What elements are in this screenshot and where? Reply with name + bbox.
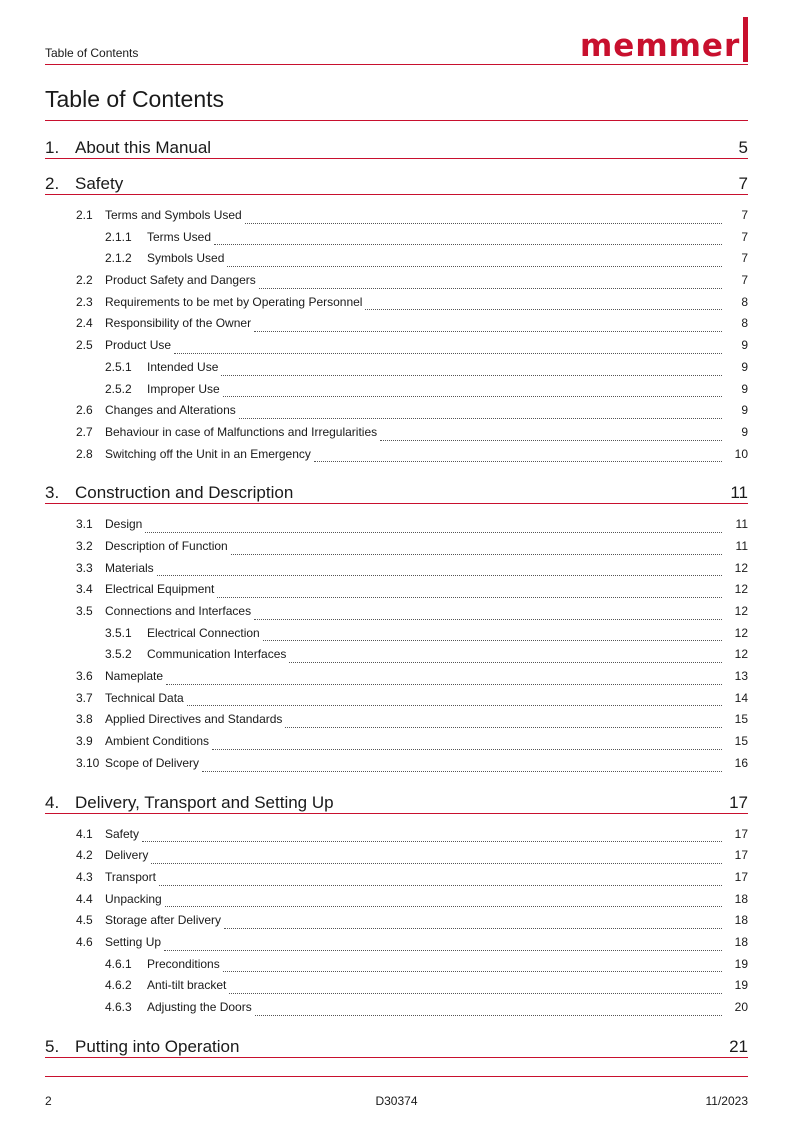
dot-leader	[231, 553, 722, 555]
header-divider	[45, 64, 748, 65]
toc-entry-page: 17	[734, 826, 748, 841]
toc-entry[interactable]	[45, 539, 748, 561]
toc-entry-number: 3.1	[76, 517, 93, 532]
toc-entry-title: Storage after Delivery	[105, 913, 222, 928]
table-of-contents	[45, 131, 748, 1066]
toc-entry[interactable]	[45, 957, 748, 979]
dot-leader	[365, 308, 722, 310]
toc-chapter-title: Putting into Operation	[75, 1036, 240, 1056]
toc-entry-number: 2.1.1	[105, 229, 132, 244]
toc-chapter-number: 1.	[45, 138, 60, 157]
toc-entry-title: Unpacking	[105, 891, 162, 906]
toc-entry-number: 2.5	[76, 338, 93, 353]
toc-entry[interactable]	[45, 360, 748, 382]
toc-entry-number: 4.3	[76, 869, 93, 884]
toc-entry-page: 12	[734, 647, 748, 662]
toc-entry-page: 18	[734, 913, 748, 928]
toc-entry[interactable]	[45, 892, 748, 914]
dot-leader	[214, 243, 722, 245]
dot-leader	[217, 596, 722, 598]
toc-entry-title: Product Safety and Dangers	[105, 273, 256, 288]
toc-entry[interactable]	[45, 561, 748, 583]
toc-chapter-number: 4.	[45, 792, 60, 812]
toc-chapter-title: About this Manual	[75, 138, 212, 157]
dot-leader	[165, 905, 722, 907]
toc-entry-number: 2.1.2	[105, 251, 132, 266]
toc-entry-title: Terms Used	[147, 229, 212, 244]
toc-entry[interactable]	[45, 403, 748, 425]
toc-entry-number: 3.10	[76, 755, 100, 770]
dot-leader	[174, 352, 722, 354]
toc-chapter-number: 3.	[45, 483, 60, 503]
footer-divider	[45, 1076, 748, 1077]
toc-entry-title: Connections and Interfaces	[105, 604, 252, 618]
toc-entry-number: 3.3	[76, 560, 93, 575]
toc-entry[interactable]	[45, 230, 748, 252]
toc-entry-title: Transport	[105, 869, 156, 884]
toc-entry-page: 17	[734, 848, 748, 863]
dot-leader	[159, 884, 722, 886]
toc-entry[interactable]	[45, 273, 748, 295]
page-title: Table of Contents	[45, 86, 225, 112]
toc-chapter-page: 11	[730, 483, 748, 503]
toc-entry-page: 19	[734, 978, 748, 993]
title-divider	[45, 120, 748, 121]
toc-entry-title: Adjusting the Doors	[147, 1000, 252, 1014]
toc-entry-number: 4.2	[76, 848, 93, 863]
toc-entry-number: 3.5.2	[105, 647, 132, 662]
toc-entry[interactable]	[45, 669, 748, 691]
toc-chapter-title: Construction and Description	[75, 483, 294, 503]
dot-leader	[212, 748, 722, 750]
dot-leader	[255, 1014, 722, 1016]
toc-entry-number: 4.6	[76, 934, 93, 949]
toc-entry-number: 3.4	[76, 582, 93, 597]
toc-entry-number: 3.5.1	[105, 625, 132, 640]
toc-entry-title: Preconditions	[147, 956, 220, 971]
toc-entry-number: 2.2	[76, 273, 93, 288]
footer-page-number: 2	[45, 1094, 52, 1108]
toc-entry-title: Setting Up	[105, 934, 162, 949]
toc-entry[interactable]	[45, 626, 748, 648]
toc-entry-list	[45, 195, 748, 468]
toc-chapter-page: 5	[738, 138, 748, 157]
toc-entry[interactable]	[45, 295, 748, 317]
toc-entry[interactable]	[45, 848, 748, 870]
toc-entry-title: Materials	[105, 560, 154, 575]
toc-entry-number: 4.1	[76, 826, 93, 841]
toc-entry-page: 9	[741, 359, 748, 374]
dot-leader	[259, 287, 722, 289]
toc-entry-number: 3.2	[76, 538, 93, 553]
toc-entry[interactable]	[45, 935, 748, 957]
toc-entry-number: 4.6.1	[105, 956, 132, 971]
dot-leader	[157, 574, 722, 576]
toc-entry-title: Ambient Conditions	[105, 734, 210, 749]
dot-leader	[166, 683, 722, 685]
toc-entry-page: 9	[741, 338, 748, 353]
header-section-label: Table of Contents	[45, 46, 139, 60]
toc-entry-title: Intended Use	[147, 359, 219, 374]
toc-entry-title: Applied Directives and Standards	[105, 712, 283, 727]
toc-entry[interactable]	[45, 913, 748, 935]
toc-entry-page: 17	[734, 869, 748, 884]
toc-entry[interactable]	[45, 251, 748, 273]
toc-chapter-number: 2.	[45, 174, 60, 193]
toc-entry[interactable]	[45, 691, 748, 713]
toc-entry-page: 7	[741, 251, 748, 266]
toc-entry-page: 7	[741, 273, 748, 288]
toc-entry-number: 4.6.2	[105, 978, 132, 993]
toc-entry-page: 9	[741, 403, 748, 418]
toc-entry-title: Description of Function	[105, 538, 228, 553]
toc-entry-page: 7	[741, 229, 748, 244]
toc-entry-title: Nameplate	[105, 669, 164, 684]
toc-entry[interactable]	[45, 827, 748, 849]
toc-entry-number: 2.5.1	[105, 359, 132, 374]
toc-chapter-heading[interactable]	[45, 786, 748, 814]
footer-date: 11/2023	[705, 1094, 748, 1108]
toc-entry-number: 2.8	[76, 446, 93, 461]
toc-entry-title: Technical Data	[105, 690, 184, 705]
toc-entry-title: Product Use	[105, 338, 172, 353]
toc-entry-page: 11	[735, 538, 748, 553]
toc-entry-page: 9	[741, 424, 748, 439]
toc-entry-title: Switching off the Unit in an Emergency	[105, 446, 311, 461]
toc-entry-title: Anti-tilt bracket	[147, 978, 227, 993]
toc-entry-title: Scope of Delivery	[105, 755, 200, 770]
toc-entry-list	[45, 504, 748, 777]
dot-leader	[245, 222, 722, 224]
toc-chapter-heading[interactable]	[45, 1030, 748, 1058]
toc-entry[interactable]	[45, 734, 748, 756]
toc-entry[interactable]	[45, 338, 748, 360]
dot-leader	[142, 840, 722, 842]
dot-leader	[221, 374, 722, 376]
toc-entry-title: Electrical Connection	[147, 625, 260, 640]
toc-chapter-heading[interactable]	[45, 131, 748, 159]
toc-entry-page: 20	[734, 1000, 748, 1014]
logo-bar-icon	[743, 17, 748, 62]
dot-leader	[380, 439, 722, 441]
toc-entry[interactable]	[45, 382, 748, 404]
toc-entry-page: 8	[741, 294, 748, 309]
toc-entry-title: Communication Interfaces	[147, 647, 287, 662]
toc-entry-page: 13	[734, 669, 748, 684]
toc-entry-title: Changes and Alterations	[105, 403, 236, 418]
toc-entry-page: 10	[734, 446, 748, 461]
toc-entry-number: 2.6	[76, 403, 93, 418]
dot-leader	[285, 726, 722, 728]
toc-entry[interactable]	[45, 712, 748, 734]
toc-chapter	[45, 167, 748, 468]
toc-entry-number: 2.5.2	[105, 381, 132, 396]
toc-entry-number: 3.9	[76, 734, 93, 749]
toc-entry-number: 2.1	[76, 208, 93, 222]
toc-chapter-page: 17	[729, 792, 748, 812]
toc-entry-number: 4.6.3	[105, 1000, 132, 1014]
dot-leader	[164, 949, 722, 951]
toc-entry[interactable]	[45, 582, 748, 604]
dot-leader	[229, 992, 722, 994]
toc-entry[interactable]	[45, 1000, 748, 1022]
dot-leader	[263, 639, 722, 641]
dot-leader	[239, 417, 722, 419]
toc-entry-title: Symbols Used	[147, 251, 225, 266]
toc-entry[interactable]	[45, 208, 748, 230]
toc-chapter-heading[interactable]	[45, 476, 748, 504]
toc-entry-page: 18	[734, 891, 748, 906]
dot-leader	[227, 265, 722, 267]
toc-entry-page: 12	[734, 582, 748, 597]
toc-entry[interactable]	[45, 647, 748, 669]
dot-leader	[314, 460, 722, 462]
toc-entry[interactable]	[45, 425, 748, 447]
memmert-logo	[580, 17, 748, 62]
toc-entry-list	[45, 814, 748, 1022]
toc-entry[interactable]	[45, 316, 748, 338]
toc-entry-page: 9	[741, 381, 748, 396]
toc-entry-page: 14	[734, 690, 748, 705]
toc-entry-number: 2.3	[76, 294, 93, 309]
toc-entry-page: 12	[734, 625, 748, 640]
toc-chapter-title: Safety	[75, 174, 124, 193]
toc-chapter-title: Delivery, Transport and Setting Up	[75, 792, 334, 812]
toc-chapter-page: 21	[729, 1036, 748, 1056]
toc-entry-page: 11	[735, 517, 748, 532]
toc-entry-page: 12	[734, 604, 748, 618]
dot-leader	[289, 661, 722, 663]
dot-leader	[254, 618, 722, 620]
toc-entry-number: 3.7	[76, 690, 93, 705]
toc-entry[interactable]	[45, 756, 748, 778]
dot-leader	[254, 330, 722, 332]
toc-entry-title: Delivery	[105, 848, 149, 863]
toc-chapter	[45, 1030, 748, 1058]
toc-entry-page: 19	[734, 956, 748, 971]
toc-entry-title: Responsibility of the Owner	[105, 316, 252, 331]
dot-leader	[223, 395, 722, 397]
toc-entry-number: 4.5	[76, 913, 93, 928]
toc-entry-page: 15	[734, 734, 748, 749]
toc-entry-number: 4.4	[76, 891, 93, 906]
toc-entry-page: 16	[734, 755, 748, 770]
toc-entry[interactable]	[45, 447, 748, 469]
toc-entry-title: Terms and Symbols Used	[105, 208, 242, 222]
toc-entry-page: 18	[734, 934, 748, 949]
toc-entry-title: Design	[105, 517, 143, 532]
toc-entry-number: 2.4	[76, 316, 93, 331]
toc-entry[interactable]	[45, 517, 748, 539]
toc-chapter	[45, 786, 748, 1022]
dot-leader	[224, 927, 722, 929]
toc-entry-page: 7	[741, 208, 748, 222]
toc-entry-title: Improper Use	[147, 381, 220, 396]
toc-chapter-number: 5.	[45, 1036, 60, 1056]
toc-entry-page: 8	[741, 316, 748, 331]
dot-leader	[145, 531, 722, 533]
dot-leader	[223, 970, 722, 972]
logo-wordmark: memmer	[580, 28, 741, 64]
toc-entry-title: Behaviour in case of Malfunctions and Irregularities	[105, 424, 378, 439]
toc-chapter-page: 7	[738, 174, 748, 193]
toc-entry[interactable]	[45, 978, 748, 1000]
toc-entry-number: 2.7	[76, 424, 93, 439]
toc-chapter	[45, 476, 748, 777]
toc-entry-number: 3.8	[76, 712, 93, 727]
toc-entry-number: 3.5	[76, 604, 93, 618]
toc-entry-title: Safety	[105, 826, 140, 841]
toc-entry-page: 15	[734, 712, 748, 727]
toc-entry-title: Requirements to be met by Operating Personnel	[105, 294, 363, 309]
toc-chapter	[45, 131, 748, 159]
toc-entry[interactable]	[45, 870, 748, 892]
toc-entry-page: 12	[734, 560, 748, 575]
dot-leader	[187, 704, 722, 706]
dot-leader	[202, 770, 722, 772]
toc-entry-number: 3.6	[76, 669, 93, 684]
footer-document-id: D30374	[375, 1094, 418, 1108]
toc-entry-title: Electrical Equipment	[105, 582, 215, 597]
toc-entry[interactable]	[45, 604, 748, 626]
dot-leader	[151, 862, 722, 864]
toc-chapter-heading[interactable]	[45, 167, 748, 195]
